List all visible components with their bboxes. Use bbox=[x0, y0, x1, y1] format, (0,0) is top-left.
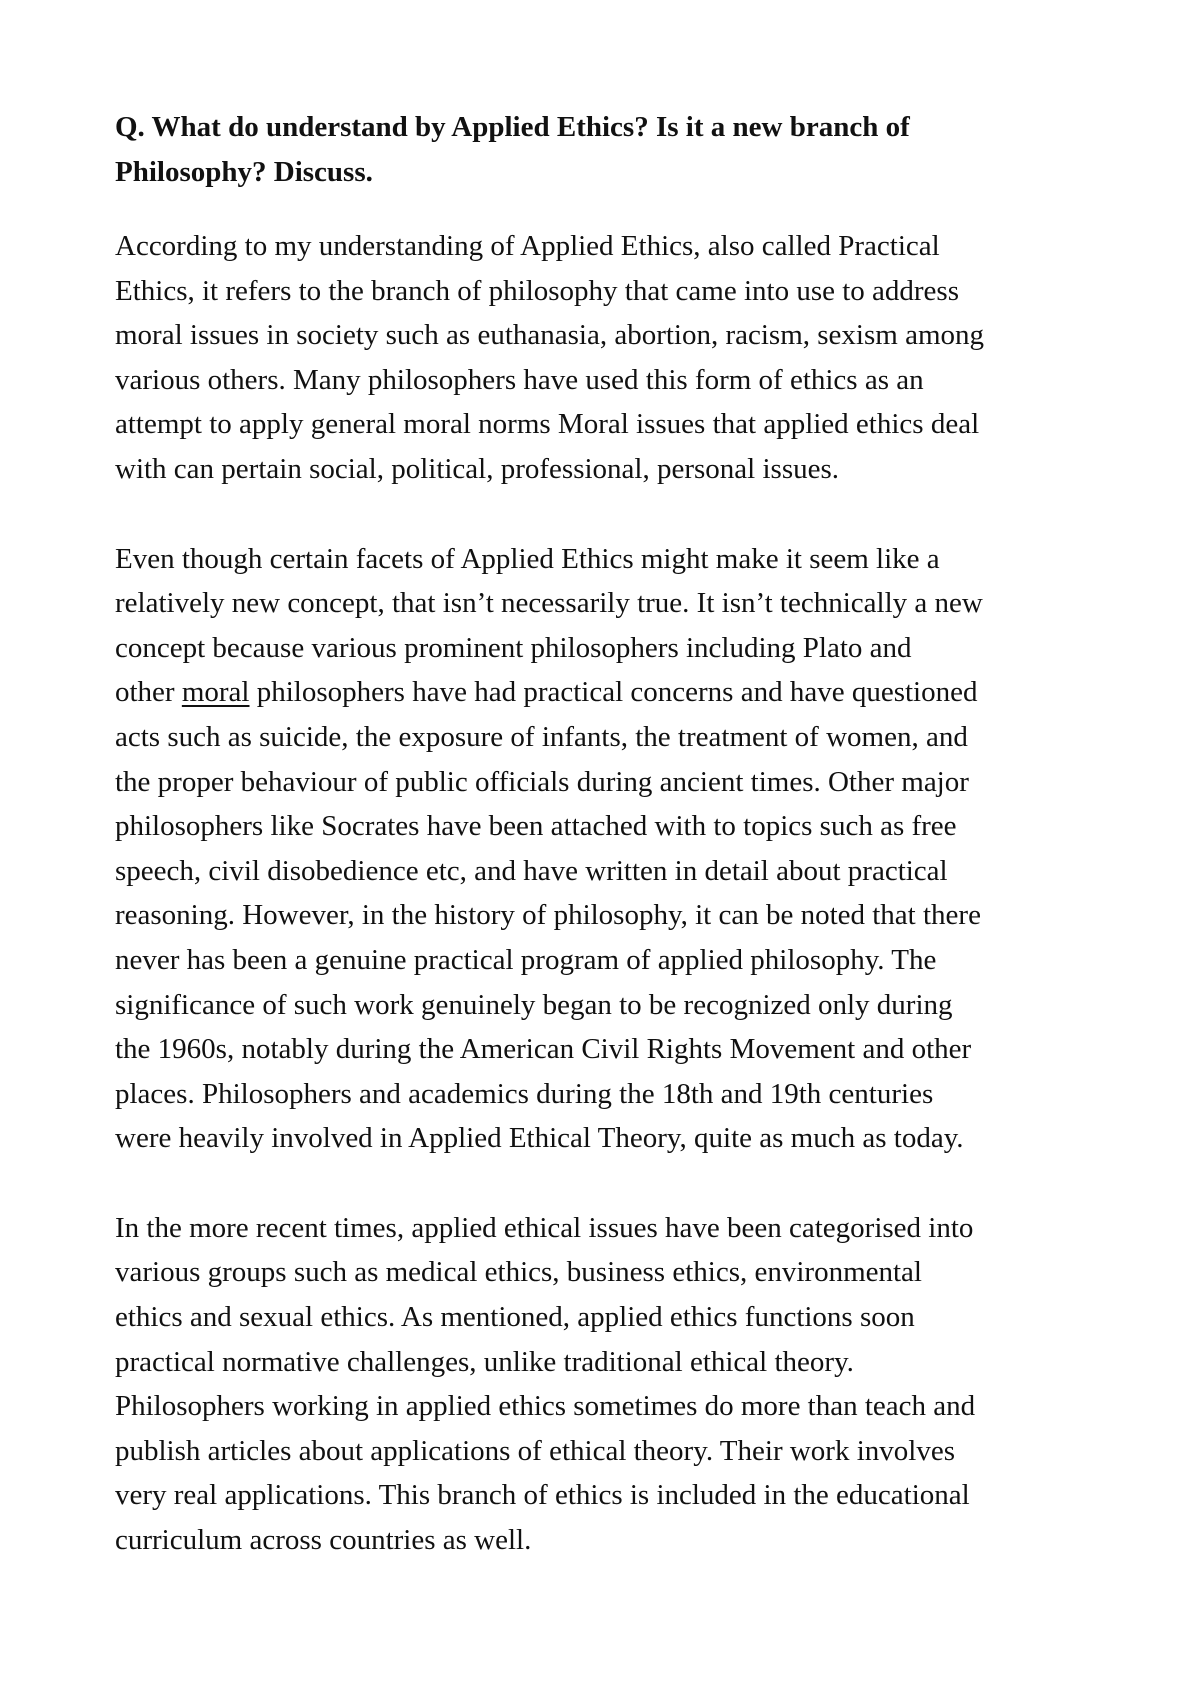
underlined-word: moral bbox=[181, 676, 250, 709]
question-line: Q. What do understand by Applied Ethics? Is it a new branch of bbox=[115, 111, 910, 143]
text-line: curriculum across countries as well. bbox=[115, 1524, 532, 1557]
text-line: acts such as suicide, the exposure of infants, the treatment of women, and bbox=[115, 720, 968, 753]
text-line: other bbox=[115, 676, 182, 709]
text-line: significance of such work genuinely began to be recognized only during bbox=[115, 988, 953, 1021]
text-line: reasoning. However, in the history of philosophy, it can be noted that there bbox=[115, 899, 981, 932]
question-heading bbox=[115, 105, 1115, 195]
text-line: Ethics, it refers to the branch of philosophy that came into use to address bbox=[115, 274, 960, 307]
text-line: very real applications. This branch of ethics is included in the educational bbox=[115, 1479, 970, 1512]
text-line: the proper behaviour of public officials during ancient times. Other major bbox=[115, 765, 969, 798]
text-line: never has been a genuine practical program of applied philosophy. The bbox=[115, 943, 937, 976]
paragraph-2 bbox=[115, 537, 1115, 1161]
text-line: the 1960s, notably during the American Civil Rights Movement and other bbox=[115, 1033, 972, 1066]
text-line: In the more recent times, applied ethical issues have been categorised into bbox=[115, 1211, 974, 1244]
paragraph-3 bbox=[115, 1206, 1115, 1563]
text-line: publish articles about applications of ethical theory. Their work involves bbox=[115, 1434, 955, 1467]
text-line: relatively new concept, that isn’t necessarily true. It isn’t technically a new bbox=[115, 587, 983, 620]
text-line: moral issues in society such as euthanasia, abortion, racism, sexism among bbox=[115, 319, 985, 352]
text-line: According to my understanding of Applied Ethics, also called Practical bbox=[115, 230, 940, 262]
text-line: various others. Many philosophers have used this form of ethics as an bbox=[115, 363, 924, 396]
document-page bbox=[115, 105, 1115, 1608]
text-line: attempt to apply general moral norms Moral issues that applied ethics deal bbox=[115, 408, 980, 441]
text-line: concept because various prominent philosophers including Plato and bbox=[115, 631, 912, 664]
question-line: Philosophy? Discuss. bbox=[115, 156, 373, 188]
text-line: places. Philosophers and academics during the 18th and 19th centuries bbox=[115, 1077, 934, 1110]
text-line: were heavily involved in Applied Ethical Theory, quite as much as today. bbox=[115, 1122, 964, 1155]
text-line: Even though certain facets of Applied Ethics might make it seem like a bbox=[115, 542, 940, 575]
text-line: speech, civil disobedience etc, and have written in detail about practical bbox=[115, 854, 948, 887]
text-line: Philosophers working in applied ethics sometimes do more than teach and bbox=[115, 1390, 976, 1423]
text-line: ethics and sexual ethics. As mentioned, applied ethics functions soon bbox=[115, 1301, 915, 1334]
text-line: philosophers like Socrates have been attached with to topics such as free bbox=[115, 810, 957, 843]
text-line: practical normative challenges, unlike traditional ethical theory. bbox=[115, 1345, 854, 1378]
text-line: with can pertain social, political, professional, personal issues. bbox=[115, 452, 840, 485]
paragraph-1 bbox=[115, 224, 1115, 492]
text-line: various groups such as medical ethics, business ethics, environmental bbox=[115, 1256, 922, 1289]
text-line: philosophers have had practical concerns and have questioned bbox=[249, 676, 978, 709]
